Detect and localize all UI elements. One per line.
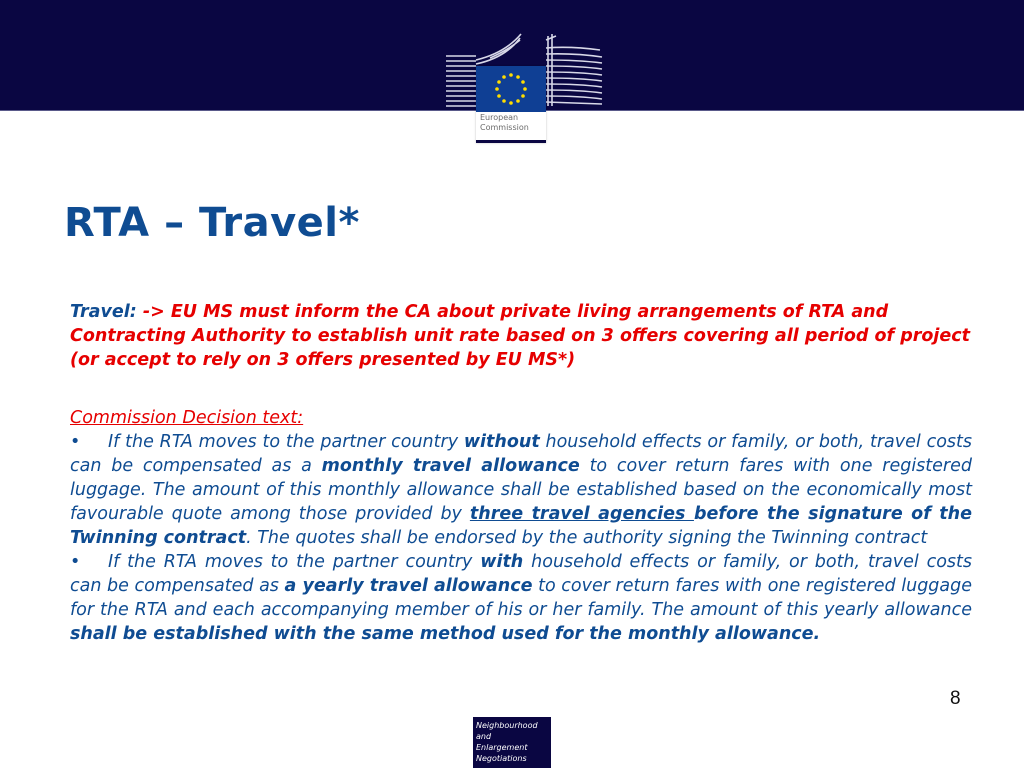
- eu-flag-icon: [476, 66, 546, 112]
- commission-decision: [70, 406, 972, 646]
- footer-logo-line: Enlargement: [476, 743, 528, 752]
- emphasis-with: with: [480, 552, 524, 572]
- bullet-icon: •: [70, 552, 81, 572]
- dg-near-logo: [473, 717, 551, 768]
- bullet-icon: •: [70, 432, 81, 452]
- emphasis-same-method: shall be established with the same method used for the monthly allowance.: [70, 624, 821, 644]
- bullet-yearly-allowance: [70, 550, 972, 646]
- emphasis-three-agencies: three travel agencies: [469, 504, 694, 524]
- decision-heading: Commission Decision text:: [70, 408, 304, 428]
- logo-underline: [476, 140, 546, 143]
- page-number: 8: [950, 688, 961, 709]
- european-commission-logo: [476, 66, 546, 143]
- emphasis-before-signature: before the signature of the Twinning contract: [70, 504, 972, 548]
- page-title: RTA – Travel*: [64, 200, 360, 246]
- intro-paragraph: [70, 300, 970, 372]
- bullet-monthly-allowance: [70, 430, 972, 550]
- text: . The quotes shall be endorsed by the authority signing the Twinning contract: [246, 528, 928, 548]
- text: to cover return fares with one registered luggage for the RTA and each accompanying member of his or her family. The amount of this yearly allowance: [70, 576, 973, 620]
- emphasis-yearly-allowance: a yearly travel allowance: [284, 576, 533, 596]
- emphasis-monthly-allowance: monthly travel allowance: [321, 456, 580, 476]
- intro-lead: Travel:: [70, 302, 137, 322]
- text: If the RTA moves to the partner country: [108, 552, 481, 572]
- footer-logo-line: Negotiations: [476, 754, 527, 763]
- logo-line-commission: Commission: [480, 123, 529, 132]
- logo-text: [480, 113, 529, 133]
- footer-logo-line: Neighbourhood and: [476, 721, 538, 741]
- intro-text: -> EU MS must inform the CA about private living arrangements of RTA and Contracting Authority to establish unit rate based on 3 offers covering all period of project (or accept to rely on 3 offers presented by EU MS*): [70, 302, 971, 370]
- text: household effects or family, or both, travel costs can be compensated as: [70, 552, 972, 596]
- text: If the RTA moves to the partner country: [108, 432, 464, 452]
- text: household effects or family, or both, travel costs can be compensated as a: [70, 432, 972, 476]
- text: to cover return fares with one registered luggage. The amount of this monthly allowance shall be established based on the economically most favourable quote among those provided by: [70, 456, 972, 524]
- emphasis-without: without: [463, 432, 540, 452]
- logo-line-european: European: [480, 113, 519, 122]
- header-band: [0, 0, 1024, 132]
